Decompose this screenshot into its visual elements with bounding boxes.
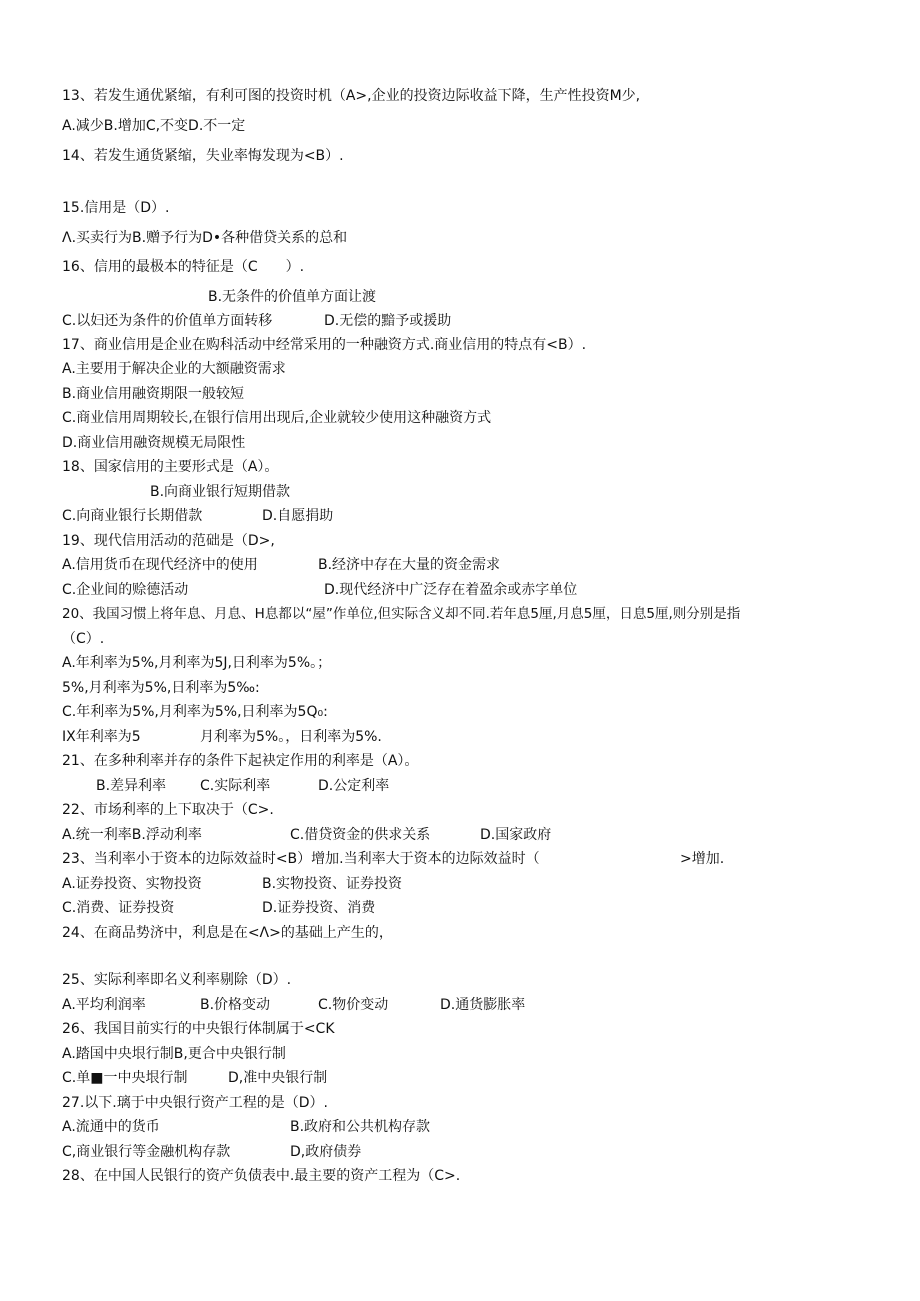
question-20-option-d-part2: 月利率为5%。，日利率为5%.	[200, 729, 382, 745]
question-21-option-d: D.公定利率	[318, 778, 390, 794]
question-20: 20、我国习惯上将年息、月息、H息都以“屋”作单位,但实际含义却不同.若年息5厘,月息5厘，日息5厘,则分别是指	[62, 606, 741, 622]
question-22: 22、市场利率的上下取决于（C>.	[62, 802, 274, 818]
question-17-option-b: B.商业信用融资期限一般较短	[62, 386, 245, 402]
question-26-option-c: C.单■一中央垠行制	[62, 1070, 188, 1086]
question-19-option-d: D.现代经济中广泛存在着盈余或赤字单位	[324, 582, 578, 598]
question-13-options: A.减少B.增加C,不变D.不一定	[62, 118, 246, 134]
question-22-option-c: C.借贷资金的供求关系	[290, 827, 431, 843]
question-28: 28、在中国人民银行的资产负债表中.最主要的资产工程为（C>.	[62, 1168, 461, 1184]
question-16-option-b: B.无条件的价值单方面让渡	[208, 289, 377, 305]
question-18-option-c: C.向商业银行长期借款	[62, 508, 203, 524]
question-18-option-d: D.自愿捐助	[262, 508, 334, 524]
question-27-option-c: C,商业银行等金融机构存款	[62, 1144, 231, 1160]
question-27: 27.以下.璃于中央银行资产工程的是（D）.	[62, 1095, 328, 1111]
question-16-option-c: C.以妇还为条件的价值单方面转移	[62, 313, 273, 329]
question-15: 15.信用是（D）.	[62, 200, 170, 216]
question-19-option-c: C.企业间的赊德活动	[62, 582, 189, 598]
question-17: 17、商业信用是企业在购科活动中经常采用的一种融资方式.商业信用的特点有<B）.	[62, 337, 587, 353]
question-17-option-c: C.商业信用周期较长,在银行信用出现后,企业就较少使用这种融资方式	[62, 410, 492, 426]
question-14: 14、若发生通货紧缩，失业率悔发现为<B）.	[62, 148, 344, 164]
question-16: 16、信用的最极本的特征是（C ）.	[62, 259, 305, 275]
question-23-option-b: B.实物投资、证券投资	[262, 876, 403, 892]
question-24: 24、在商品势济中，利息是在<Λ>的基础上产生的，	[62, 925, 393, 941]
question-20-option-d-part1: IX年利率为5	[62, 729, 141, 745]
question-20-option-c: C.年利率为5%,月利率为5%,日利率为5Q₀:	[62, 704, 328, 720]
question-27-option-b: B.政府和公共机构存款	[290, 1119, 431, 1135]
question-15-options: Λ.买卖行为B.赠予行为D•各种借贷关系的总和	[62, 230, 348, 246]
question-20-option-b: 5%,月利率为5%,日利率为5‰:	[62, 680, 260, 696]
question-27-option-a: A.流通中的货币	[62, 1119, 160, 1135]
question-18-option-b: B.向商业银行短期借款	[150, 484, 291, 500]
question-19-option-a: A.信用货币在现代经济中的使用	[62, 557, 258, 573]
question-26-options-ab: A.踏国中央垠行制B,更合中央银行制	[62, 1046, 286, 1062]
question-18: 18、国家信用的主要形式是（A）。	[62, 459, 279, 475]
question-22-option-d: D.国家政府	[480, 827, 552, 843]
question-17-option-d: D.商业信用融资规模无局限性	[62, 435, 246, 451]
question-26-option-d: D,准中央银行制	[228, 1070, 328, 1086]
question-23: 23、当利率小于资本的边际效益时<B）增加.当利率大于资本的边际效益时（	[62, 851, 540, 867]
question-22-option-ab: A.统一利率B.浮动利率	[62, 827, 202, 843]
question-19: 19、现代信用活动的范础是（D>,	[62, 533, 275, 549]
question-23-option-c: C.消费、证券投资	[62, 900, 175, 916]
question-20-option-a: A.年利率为5%,月利率为5J,日利率为5%。；	[62, 655, 332, 671]
question-21-option-b: B.差异利率	[96, 778, 167, 794]
question-20-answer: （C）.	[62, 631, 105, 647]
question-26: 26、我国目前实行的中央银行体制属于<CK	[62, 1021, 335, 1037]
question-19-option-b: B.经济中存在大量的资金需求	[318, 557, 501, 573]
question-25-option-a: A.平均利润率	[62, 997, 146, 1013]
question-27-option-d: D,政府债券	[290, 1144, 362, 1160]
question-25-option-d: D.通货膨胀率	[440, 997, 526, 1013]
question-17-option-a: A.主要用于解决企业的大额融资需求	[62, 361, 286, 377]
question-16-option-d: D.无偿的黯予或援助	[324, 313, 452, 329]
question-23-option-d: D.证券投资、消费	[262, 900, 376, 916]
question-23-option-a: A.证券投资、实物投资	[62, 876, 202, 892]
question-23-tail: >增加.	[680, 851, 725, 867]
question-25-option-b: B.价格变动	[200, 997, 271, 1013]
question-21: 21、在多种利率并存的条件下起袂定作用的利率是（A）。	[62, 753, 419, 769]
question-13: 13、若发生通优紧缩，有利可图的投资时机（A>,企业的投资边际收益下降，生产性投资M少,	[62, 88, 641, 104]
question-25-option-c: C.物价变动	[318, 997, 389, 1013]
question-21-option-c: C.实际利率	[200, 778, 271, 794]
question-25: 25、实际利率即名义利率剔除（D）.	[62, 972, 292, 988]
